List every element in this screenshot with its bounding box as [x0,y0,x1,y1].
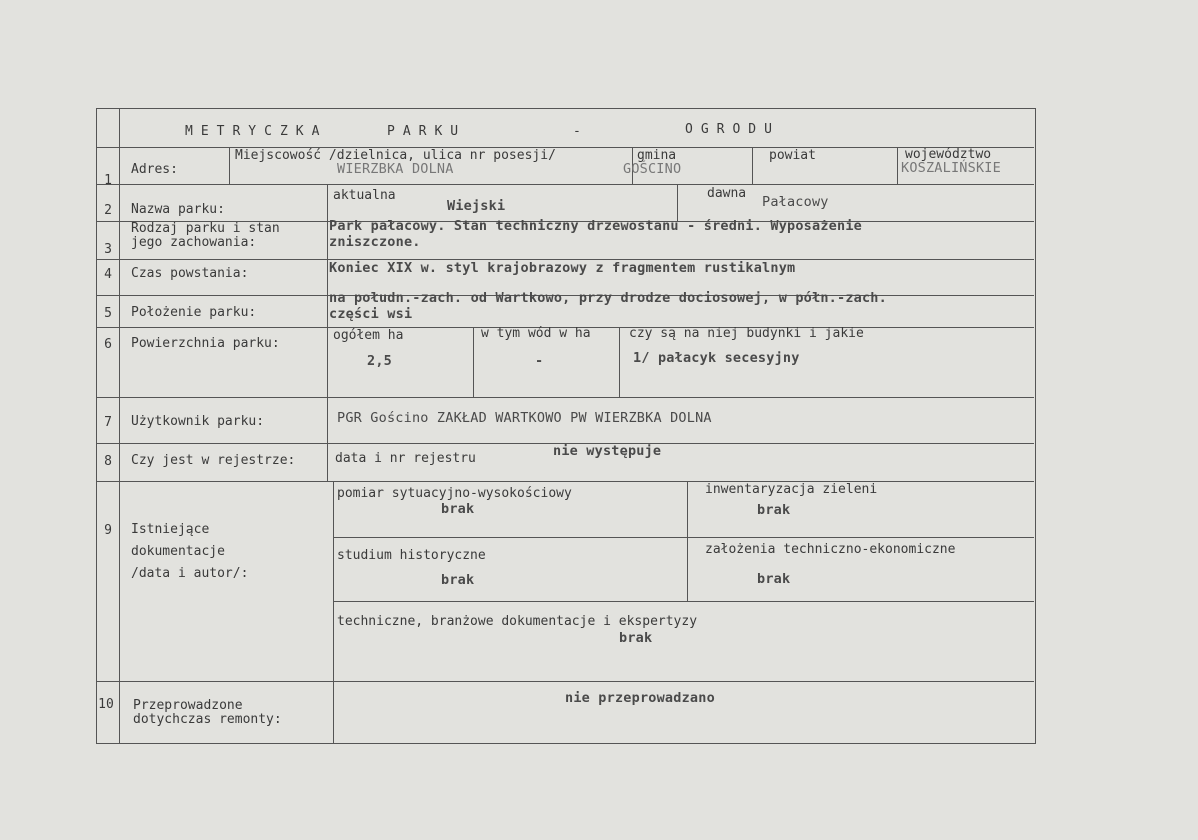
rule [333,537,1034,538]
register-label: Czy jest w rejestrze: [131,453,296,468]
technical-economic-value: brak [757,571,791,587]
row-number-9: 9 [104,523,112,538]
voivodeship-label: województwo [905,147,992,162]
header-parku: PARKU [387,124,467,139]
row-number-2: 2 [104,203,112,218]
documentation-label-line3: /data i autor/: [131,566,249,581]
commune-label: gmina [637,148,677,163]
location-value-line2: części wsi [329,306,413,322]
location-value-line1: na połudn.-zach. od Wartkowo, przy drodze dociosowej, w półn.-zach. [329,290,887,306]
address-label: Adres: [131,162,178,177]
water-area-label: w tym wód w ha [481,326,591,341]
rule [473,327,474,397]
creation-time-label: Czas powstania: [131,266,249,281]
park-type-value-line1: Park pałacowy. Stan techniczny drzewostanu - średni. Wyposażenie [329,218,862,234]
rule [97,681,1034,682]
documentation-label-line1: Istniejące [131,522,210,537]
buildings-label: czy są na niej budynki i jakie [629,326,864,341]
historical-study-label: studium historyczne [337,548,486,563]
park-type-value-line2: zniszczone. [329,234,421,250]
header-ogrodu: OGRODU [685,122,780,137]
park-type-label-line2: jego zachowania: [131,235,257,250]
survey-value: brak [441,501,475,517]
row-number-10: 10 [98,697,114,712]
rule [897,147,898,184]
area-label: Powierzchnia parku: [131,336,280,351]
repairs-label-line2: dotychczas remonty: [133,712,282,727]
buildings-value: 1/ pałacyk secesyjny [633,350,800,366]
greenery-inventory-label: inwentaryzacja zieleni [705,482,878,497]
repairs-value: nie przeprowadzano [565,690,715,706]
technical-economic-label: założenia techniczno-ekonomiczne [705,542,956,557]
voivodeship-value: KOSZALIŃSKIE [901,160,1001,176]
survey-label: pomiar sytuacyjno-wysokościowy [337,486,572,501]
rule [752,147,753,184]
row-number-8: 8 [104,454,112,469]
rule [327,184,328,481]
rule [119,109,120,743]
row-number-6: 6 [104,337,112,352]
location-label: Położenie parku: [131,305,257,320]
total-area-label: ogółem ha [333,328,404,343]
row-number-3: 3 [104,242,112,257]
county-label: powiat [769,148,816,163]
rule [333,481,334,743]
technical-docs-value: brak [619,630,653,646]
water-area-value: - [535,353,544,369]
rule [97,397,1034,398]
rule [677,184,678,221]
user-value: PGR Gościno ZAKŁAD WARTKOWO PW WIERZBKA DOLNA [337,410,712,426]
row-number-4: 4 [104,267,112,282]
repairs-label-line1: Przeprowadzone [133,698,243,713]
row-number-1: 1 [104,173,112,188]
rule [333,601,1034,602]
total-area-value: 2,5 [367,353,392,369]
documentation-label-line2: dokumentacje [131,544,225,559]
former-name-value: Pałacowy [762,194,829,210]
header-dash: - [573,124,581,139]
user-label: Użytkownik parku: [131,414,265,429]
park-name-label: Nazwa parku: [131,202,225,217]
historical-study-value: brak [441,572,475,588]
former-name-label: dawna [707,186,747,201]
locality-value: WIERZBKA DOLNA [337,161,454,177]
rule [97,184,1034,185]
current-name-value: Wiejski [447,198,506,214]
greenery-inventory-value: brak [757,502,791,518]
park-record-card [96,108,1036,744]
register-date-label: data i nr rejestru [335,451,476,466]
header-metryczka: METRYCZKA [185,124,328,139]
register-value: nie występuje [553,443,662,459]
rule [619,327,620,397]
rule [687,481,688,601]
creation-time-value: Koniec XIX w. styl krajobrazowy z fragmentem rustikalnym [329,260,796,276]
row-number-7: 7 [104,415,112,430]
rule [229,147,230,184]
current-name-label: aktualna [333,188,396,203]
row-number-5: 5 [104,306,112,321]
commune-value: GOŚCINO [623,161,682,177]
locality-label: Miejscowość /dzielnica, ulica nr posesji/ [235,148,556,163]
technical-docs-label: techniczne, branżowe dokumentacje i ekspertyzy [337,614,698,629]
park-type-label-line1: Rodzaj parku i stan [131,221,280,236]
rule [97,481,1034,482]
